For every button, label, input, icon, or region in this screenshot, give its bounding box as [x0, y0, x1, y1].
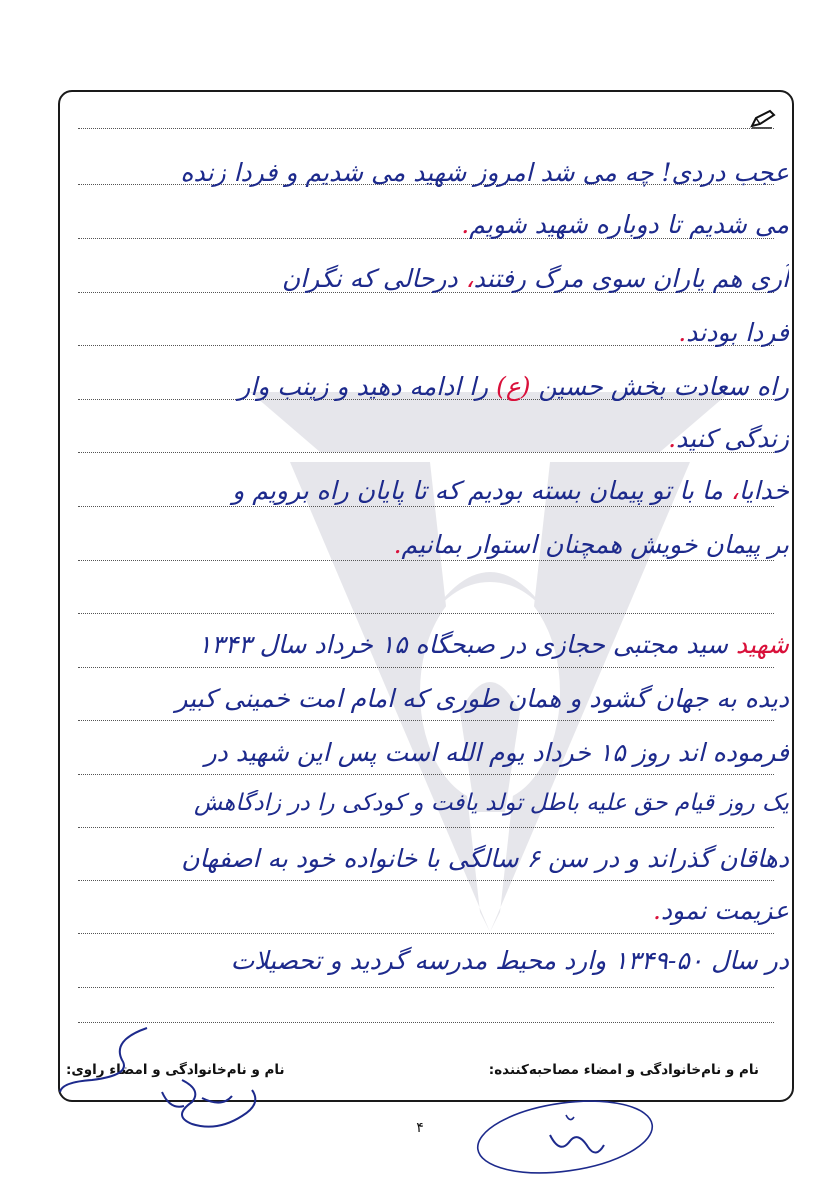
- red-mark: .: [652, 896, 661, 925]
- ruled-line: [78, 667, 774, 668]
- line-text: خدایا: [738, 476, 789, 505]
- ruled-line: [78, 774, 774, 775]
- pen-icon: [750, 108, 776, 130]
- handwritten-line: [36, 210, 789, 239]
- ruled-line: [78, 560, 774, 561]
- handwritten-line: [36, 844, 789, 873]
- red-mark: .: [461, 210, 470, 239]
- handwritten-line: [36, 372, 789, 401]
- handwritten-line: [36, 946, 789, 975]
- red-mark: .: [678, 318, 687, 347]
- ruled-line: [78, 506, 774, 507]
- line-text: راه سعادت بخش حسین: [530, 372, 789, 401]
- line-text-after: ما با تو پیمان بسته بودیم که تا پایان راه برویم و: [232, 476, 731, 505]
- interviewer-signature-label: نام و نام‌خانوادگی و امضاء مصاحبه‌کننده:: [488, 1062, 759, 1078]
- line-text: عجب دردی! چه می شد امروز شهید می شدیم و فردا زنده: [180, 158, 789, 187]
- handwritten-line: [36, 896, 789, 925]
- line-text-after: را ادامه دهید و زینب وار: [238, 372, 497, 401]
- handwritten-line: [30, 790, 789, 816]
- line-text: دیده به جهان گشود و همان طوری که امام امت خمینی کبیر: [175, 684, 789, 713]
- red-mark: (ع): [496, 372, 531, 401]
- narrator-signature: [52, 1020, 292, 1140]
- handwritten-line: [36, 158, 789, 187]
- red-mark: ،: [730, 476, 739, 505]
- handwritten-line: [36, 318, 789, 347]
- line-text: بر پیمان خویش همچنان استوار بمانیم: [401, 530, 789, 559]
- red-mark: .: [668, 424, 677, 453]
- handwritten-line: [36, 684, 789, 713]
- line-text: فردا بودند: [686, 318, 789, 347]
- handwritten-line: [36, 530, 789, 559]
- ruled-line: [78, 613, 774, 614]
- ruled-line: [78, 827, 774, 828]
- handwritten-line: [36, 264, 789, 293]
- line-text: زندگی کنید: [676, 424, 789, 453]
- line-text: دهاقان گذراند و در سن ۶ سالگی با خانواده خود به اصفهان: [181, 844, 789, 873]
- line-text: آری هم یاران سوی مرگ رفتند: [473, 264, 789, 293]
- ruled-line: [78, 128, 774, 129]
- handwritten-line: [36, 424, 789, 453]
- ruled-line: [78, 933, 774, 934]
- handwritten-line: [36, 476, 789, 505]
- line-text: در سال ۵۰-۱۳۴۹ وارد محیط مدرسه گردید و تحصیلات: [230, 946, 789, 975]
- ruled-line: [78, 880, 774, 881]
- line-text: یک روز قیام حق علیه باطل تولد یافت و کودکی را در زادگاهش: [193, 790, 789, 816]
- narrator-signature-label: نام و نام‌خانوادگی و امضاء راوی:: [66, 1062, 285, 1078]
- red-mark: شهید: [735, 630, 789, 659]
- line-text: فرموده اند روز ۱۵ خرداد یوم الله است پس این شهید در: [204, 738, 789, 767]
- interviewer-signature: [470, 1095, 660, 1185]
- red-mark: ،: [465, 264, 474, 293]
- line-text-after: سید مجتبی حجازی در صبحگاه ۱۵ خرداد سال ۱۳۴۳: [198, 630, 736, 659]
- red-mark: .: [393, 530, 402, 559]
- handwritten-line: [36, 630, 789, 659]
- line-text: عزیمت نمود: [660, 896, 789, 925]
- ruled-line: [78, 720, 774, 721]
- handwritten-line: [36, 738, 789, 767]
- line-text: می شدیم تا دوباره شهید شویم: [469, 210, 789, 239]
- line-text-after: درحالی که نگران: [281, 264, 466, 293]
- page-number: ۴: [416, 1120, 424, 1136]
- ruled-line: [78, 987, 774, 988]
